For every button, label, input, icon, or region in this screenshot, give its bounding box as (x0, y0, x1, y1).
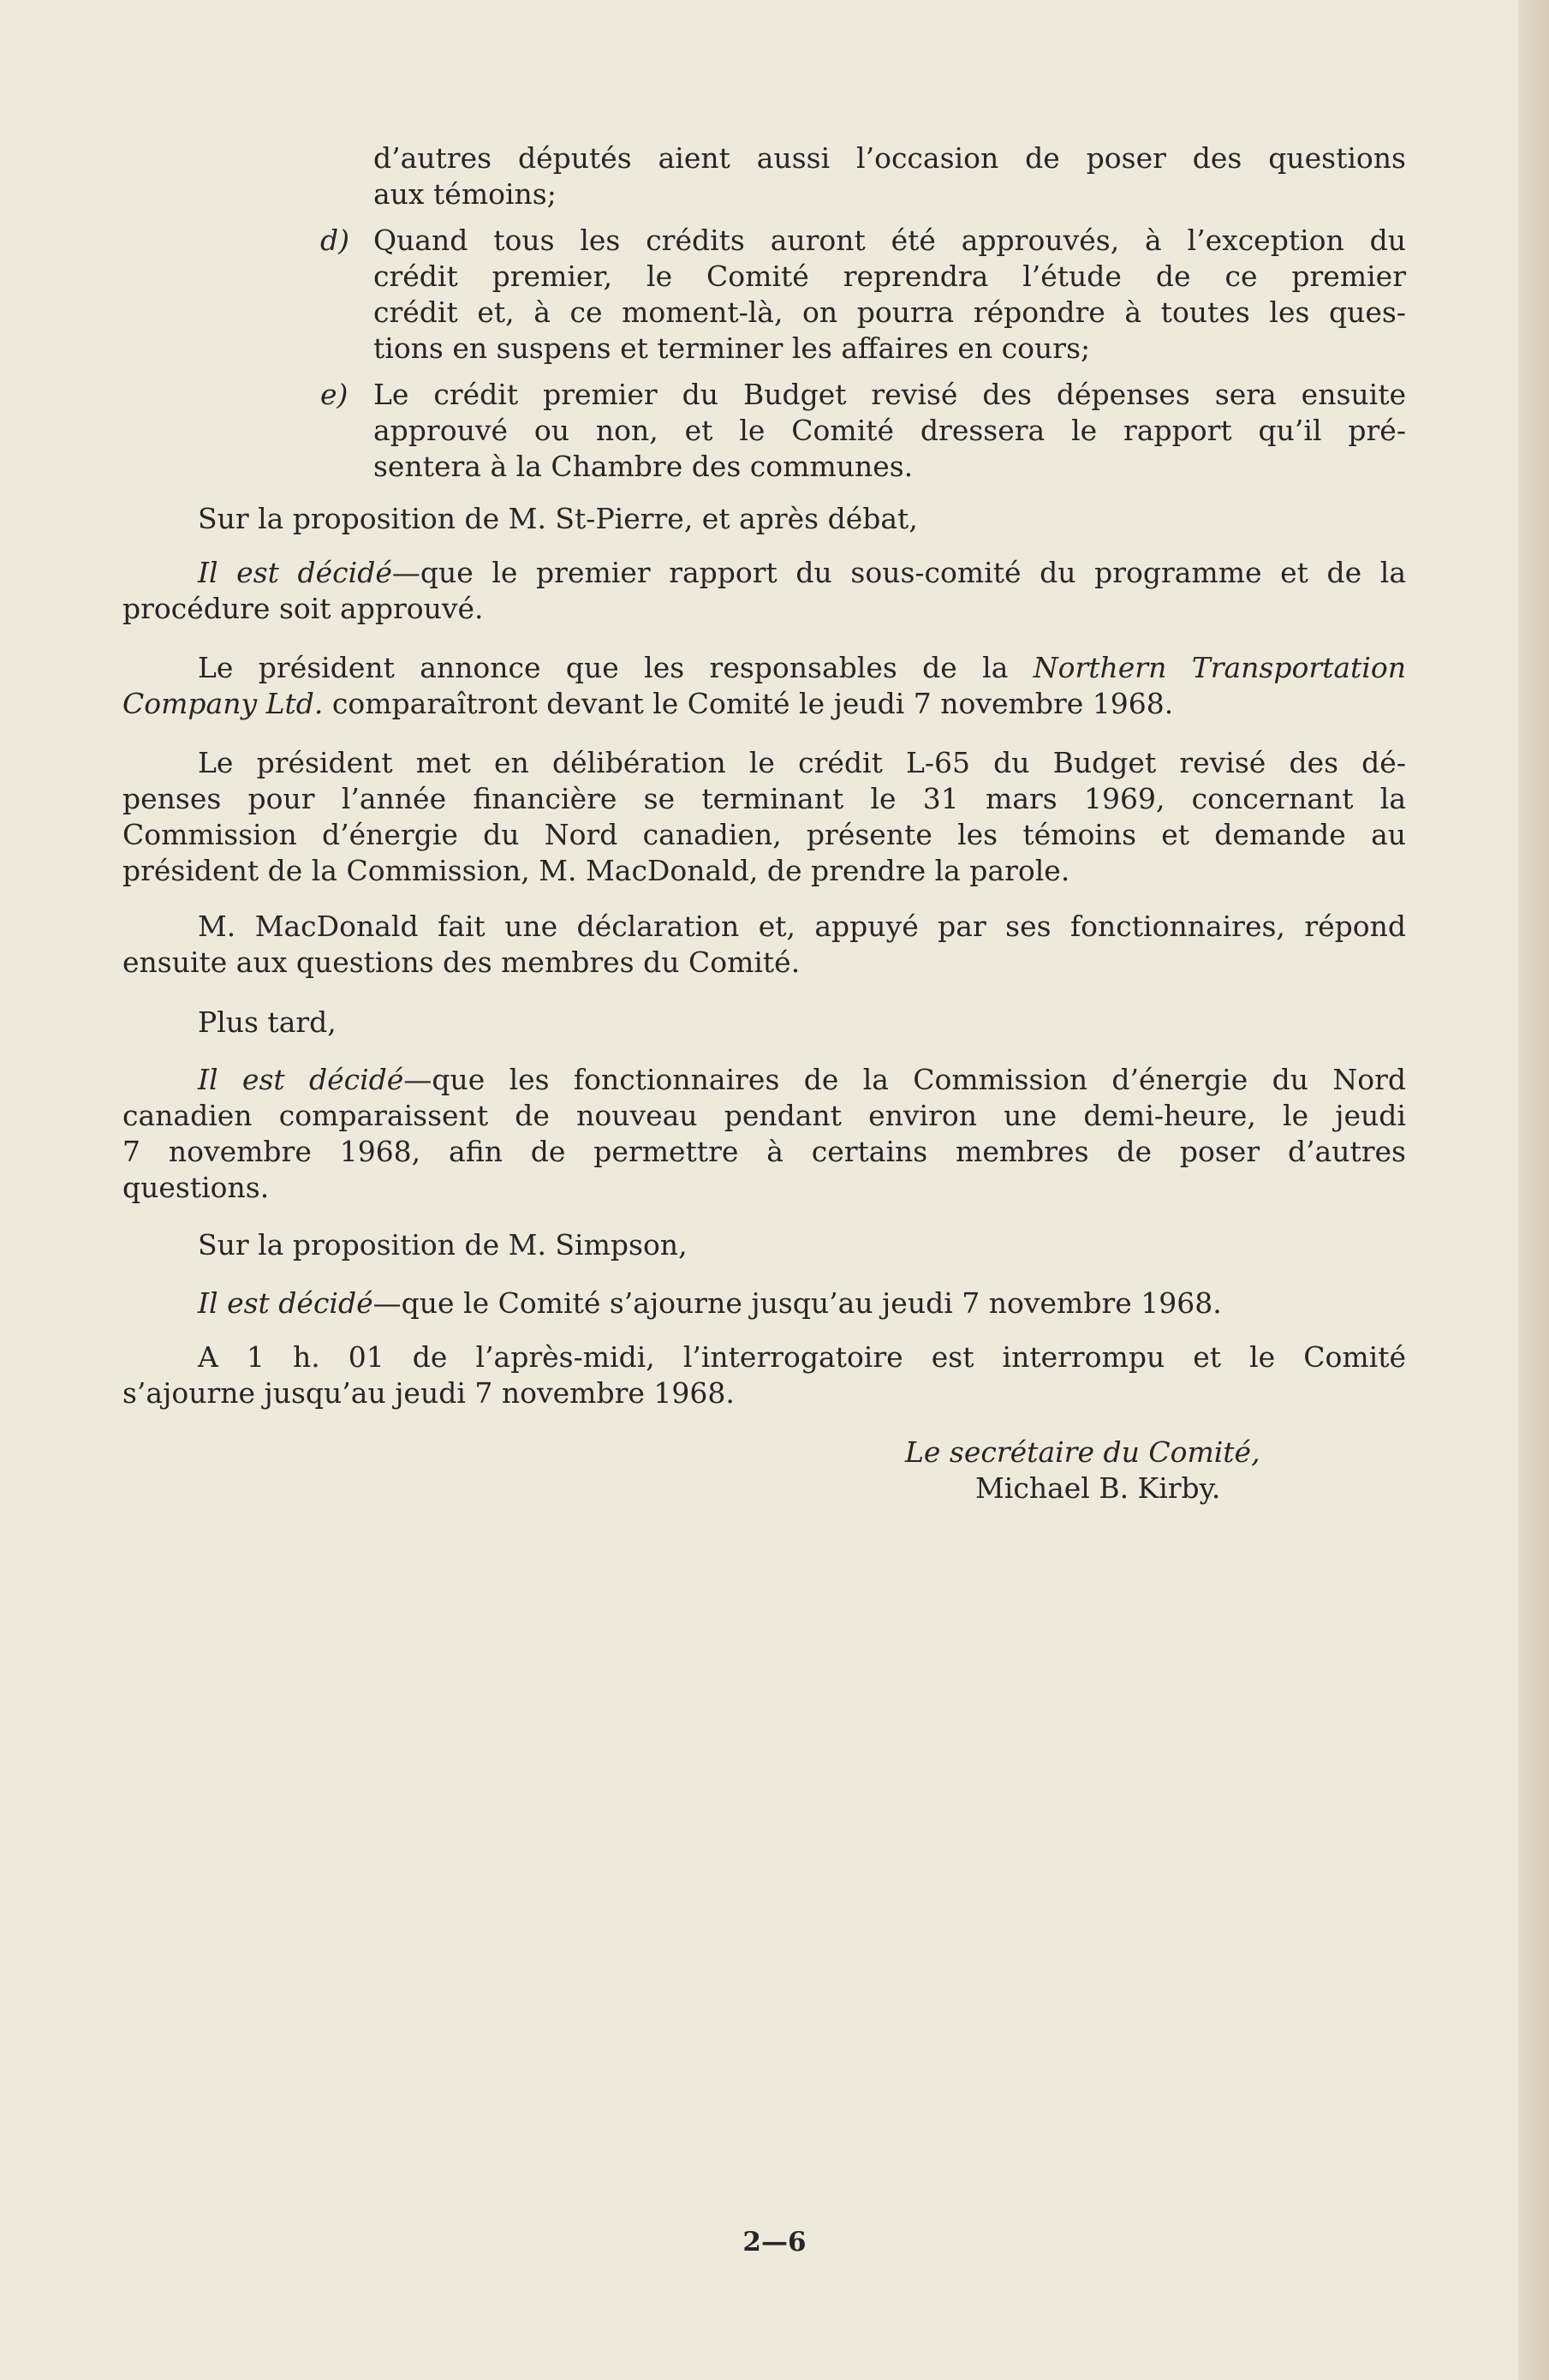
list-item-e-line: approuvé ou non, et le Comité dressera le rapport qu’il pré- (373, 414, 1406, 447)
list-label-e: e) (320, 378, 349, 411)
credit-line: président de la Commission, M. MacDonald, de prendre la parole. (122, 854, 1070, 887)
motion-line: Sur la proposition de M. St-Pierre, et après débat, (198, 502, 918, 535)
motion-line: Sur la proposition de M. Simpson, (198, 1228, 688, 1262)
later-line: Plus tard, (198, 1005, 337, 1039)
resolution-line: canadien comparaissent de nouveau pendant environ une demi-heure, le jeudi (122, 1099, 1406, 1132)
resolution-line: 7 novembre 1968, afin de permettre à certains membres de poser d’autres (122, 1135, 1406, 1168)
resolution-line: questions. (122, 1171, 270, 1204)
announcement-line: Company Ltd. comparaîtront devant le Comité le jeudi 7 novembre 1968. (122, 687, 1174, 720)
page-edge (1518, 0, 1549, 2380)
resolution-line: Il est décidé—que le Comité s’ajourne jusqu’au jeudi 7 novembre 1968. (198, 1286, 1222, 1320)
list-item-d-line: tions en suspens et terminer les affaires en cours; (373, 331, 1091, 365)
page-number: 2—6 (742, 2227, 807, 2258)
paragraph-line: d’autres députés aient aussi l’occasion de poser des questions (373, 141, 1406, 175)
resolution-line: Il est décidé—que le premier rapport du sous-comité du programme et de la (198, 556, 1406, 589)
resolved-phrase: Il est décidé (198, 556, 392, 589)
credit-line: penses pour l’année financière se terminant le 31 mars 1969, concernant la (122, 782, 1406, 815)
macdonald-line: M. MacDonald fait une déclaration et, appuyé par ses fonctionnaires, répond (198, 910, 1406, 943)
resolution-line: Il est décidé—que les fonctionnaires de la Commission d’énergie du Nord (198, 1063, 1406, 1096)
list-item-d-line: crédit premier, le Comité reprendra l’étude de ce premier (373, 259, 1406, 293)
adjournment-line: s’ajourne jusqu’au jeudi 7 novembre 1968. (122, 1376, 735, 1410)
adjournment-line: A 1 h. 01 de l’après-midi, l’interrogatoire est interrompu et le Comité (198, 1340, 1406, 1374)
signature-name: Michael B. Kirby. (975, 1471, 1221, 1505)
list-item-d-line: Quand tous les crédits auront été approuvés, à l’exception du (373, 224, 1406, 257)
credit-line: Le président met en délibération le crédit L-65 du Budget revisé des dé- (198, 746, 1406, 779)
announcement-line: Le président annonce que les responsables de la Northern Transportation (198, 651, 1406, 684)
list-label-d: d) (320, 224, 349, 257)
credit-line: Commission d’énergie du Nord canadien, présente les témoins et demande au (122, 818, 1406, 851)
list-item-e-line: Le crédit premier du Budget revisé des dépenses sera ensuite (373, 378, 1406, 411)
paragraph-line: aux témoins; (373, 177, 557, 211)
resolution-line: procédure soit approuvé. (122, 592, 484, 625)
list-item-e-line: sentera à la Chambre des communes. (373, 450, 914, 483)
macdonald-line: ensuite aux questions des membres du Comité. (122, 945, 801, 979)
list-item-d-line: crédit et, à ce moment-là, on pourra répondre à toutes les ques- (373, 295, 1406, 329)
signature-title: Le secrétaire du Comité, (905, 1435, 1260, 1469)
